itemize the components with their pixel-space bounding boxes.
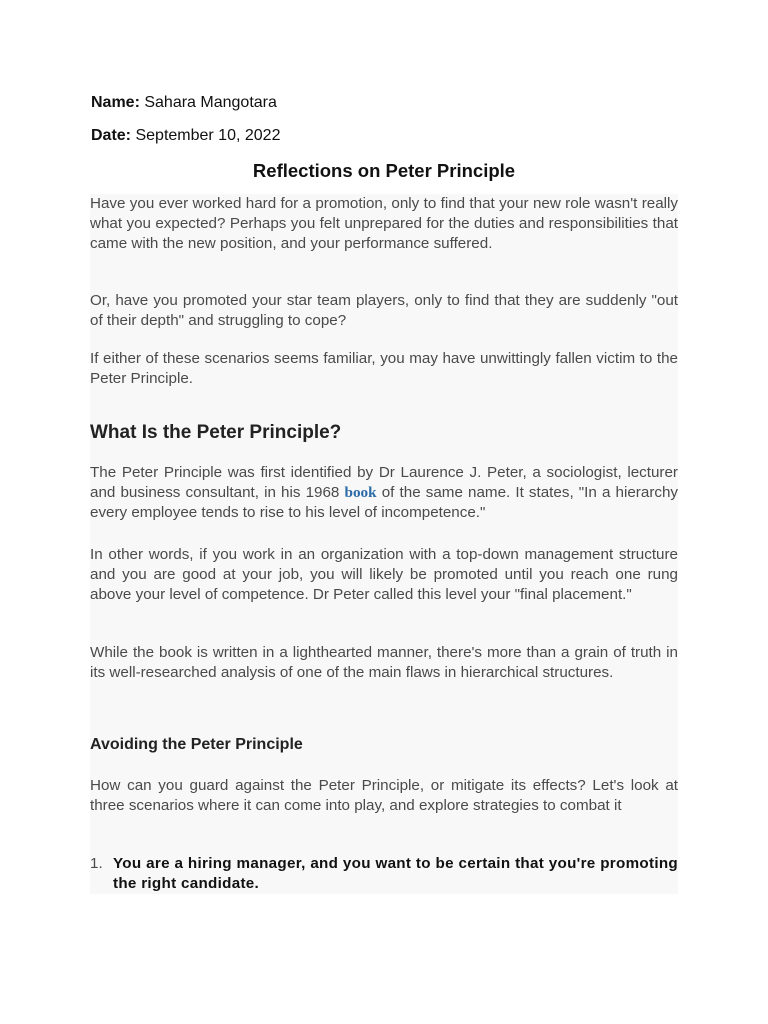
section1-paragraph-2: In other words, if you work in an organization with a top-down management structure and you are good at your job, you will likely be promoted until you reach one rung above your level of competence. Dr Peter called this level your "final placement." xyxy=(90,546,678,604)
section1-paragraph-3: While the book is written in a lighthearted manner, there's more than a grain of truth in its well-researched analysis of one of the main flaws in hierarchical structures. xyxy=(90,644,678,682)
date-value: September 10, 2022 xyxy=(135,127,281,144)
section-heading-avoiding: Avoiding the Peter Principle xyxy=(90,736,303,753)
name-value: Sahara Mangotara xyxy=(144,94,277,111)
intro-paragraph-3: If either of these scenarios seems familiar, you may have unwittingly fallen victim to the Peter Principle. xyxy=(90,350,678,388)
intro-paragraph-1: Have you ever worked hard for a promotion, only to find that your new role wasn't really what you expected? Perhaps you felt unprepared for the duties and responsibilities that came with the new position, and your performance suffered. xyxy=(90,195,678,253)
list-item-number: 1. xyxy=(90,855,103,872)
intro-paragraph-2: Or, have you promoted your star team players, only to find that they are suddenly "out of their depth" and struggling to cope? xyxy=(90,292,678,330)
content-area xyxy=(90,194,678,894)
section2-paragraph-1: How can you guard against the Peter Principle, or mitigate its effects? Let's look at three scenarios where it can come into play, and explore strategies to combat it xyxy=(90,777,678,815)
book-link[interactable]: book xyxy=(344,484,377,502)
date-line xyxy=(91,127,280,145)
document-title: Reflections on Peter Principle xyxy=(252,160,516,181)
date-label: Date: xyxy=(91,127,132,144)
section1-p1-after: of the same name. It states, "In a hierarchy every employee tends to rise to his level of incompetence." xyxy=(90,484,679,522)
name-line xyxy=(91,94,277,112)
name-label: Name: xyxy=(91,94,140,111)
section1-p1-before: The Peter Principle was first identified by Dr Laurence J. Peter, a sociologist, lecturer and business consultant, in his 1968 xyxy=(90,464,678,502)
section-heading-what-is: What Is the Peter Principle? xyxy=(90,422,342,443)
section1-paragraph-1 xyxy=(90,463,678,524)
list-item-text: You are a hiring manager, and you want to be certain that you're promoting the right candidate. xyxy=(113,855,678,893)
